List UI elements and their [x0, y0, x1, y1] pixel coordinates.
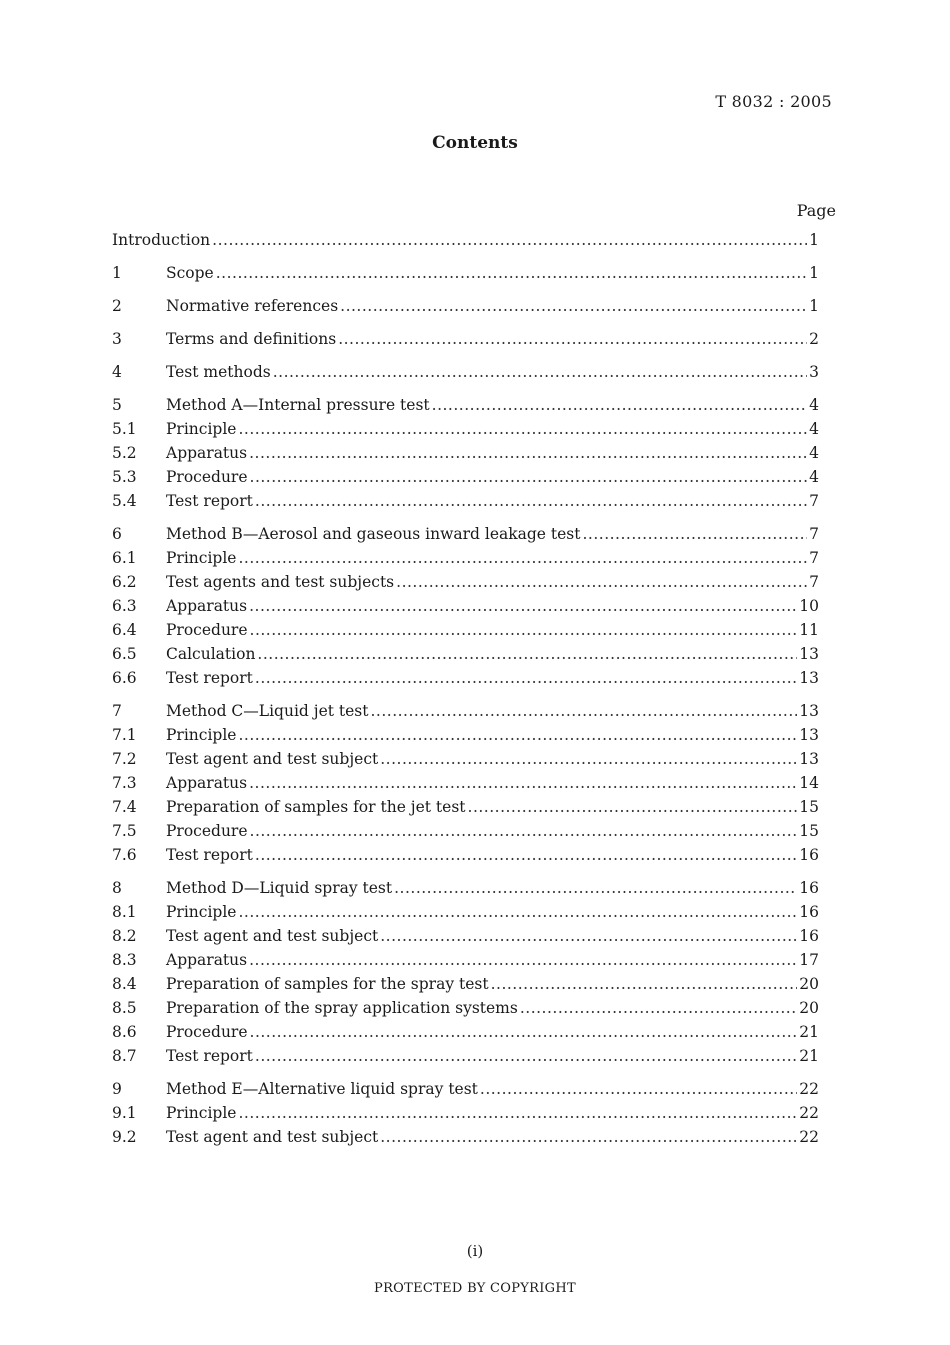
toc-entry-title: Method B—Aerosol and gaseous inward leakage test: [166, 525, 581, 543]
toc-entry-number: 6: [112, 525, 122, 543]
toc-entry-number: 8.6: [112, 1023, 137, 1041]
dot-leader: [255, 669, 797, 687]
toc-entry[interactable]: [112, 1023, 819, 1047]
toc-entry-number: 9.1: [112, 1104, 137, 1122]
toc-entry-title: Apparatus: [166, 951, 248, 969]
toc-entry-title: Test report: [166, 1047, 253, 1065]
toc-entry-title: Principle: [166, 903, 237, 921]
dot-leader: [491, 975, 798, 993]
toc-entry-page: 4: [809, 444, 819, 462]
toc-entry-title: Procedure: [166, 621, 248, 639]
toc-entry-title: Test agent and test subject: [166, 927, 379, 945]
toc-entry-title: Method E—Alternative liquid spray test: [166, 1080, 478, 1098]
toc-entry-title: Test methods: [166, 363, 271, 381]
toc-entry[interactable]: [112, 468, 819, 492]
dot-leader: [273, 363, 807, 381]
toc-entry[interactable]: [112, 822, 819, 846]
toc-entry-number: 8.1: [112, 903, 137, 921]
dot-leader: [249, 951, 797, 969]
toc-entry-title: Principle: [166, 1104, 237, 1122]
toc-entry-page: 20: [799, 975, 819, 993]
toc-entry[interactable]: [112, 297, 819, 321]
dot-leader: [238, 549, 807, 567]
toc-entry-number: 7.4: [112, 798, 137, 816]
toc-entry-page: 13: [799, 750, 819, 768]
toc-entry-title: Normative references: [166, 297, 339, 315]
toc-entry-number: 7.5: [112, 822, 137, 840]
toc-entry-number: 9: [112, 1080, 122, 1098]
dot-leader: [250, 822, 798, 840]
toc-entry-title: Procedure: [166, 822, 248, 840]
dot-leader: [250, 468, 808, 486]
toc-entry-page: 1: [809, 264, 819, 282]
toc-entry-page: 11: [799, 621, 819, 639]
dot-leader: [212, 231, 807, 249]
dot-leader: [394, 879, 797, 897]
toc-entry[interactable]: [112, 363, 819, 387]
toc-entry[interactable]: [112, 621, 819, 645]
toc-entry-page: 15: [799, 798, 819, 816]
page-column-heading: Page: [796, 201, 836, 220]
toc-entry-title: Apparatus: [166, 774, 248, 792]
dot-leader: [249, 597, 797, 615]
toc-entry-page: 16: [799, 846, 819, 864]
dot-leader: [380, 927, 797, 945]
toc-entry[interactable]: [112, 879, 819, 903]
toc-entry-title: Principle: [166, 549, 237, 567]
dot-leader: [250, 621, 798, 639]
toc-entry-page: 13: [799, 645, 819, 663]
dot-leader: [520, 999, 797, 1017]
toc-entry[interactable]: [112, 999, 819, 1023]
toc-entry-page: 21: [799, 1023, 819, 1041]
toc-entry-title: Preparation of the spray application systems: [166, 999, 518, 1017]
toc-entry-number: 7.3: [112, 774, 137, 792]
toc-entry[interactable]: [112, 903, 819, 927]
toc-entry-number: 6.2: [112, 573, 137, 591]
toc-entry-title: Preparation of samples for the jet test: [166, 798, 466, 816]
toc-entry-page: 10: [799, 597, 819, 615]
toc-entry-title: Preparation of samples for the spray test: [166, 975, 489, 993]
toc-entry-number: 9.2: [112, 1128, 137, 1146]
toc-entry-page: 22: [799, 1104, 819, 1122]
dot-leader: [249, 774, 797, 792]
dot-leader: [257, 645, 797, 663]
toc-entry[interactable]: [112, 1104, 819, 1128]
toc-entry-title: Calculation: [166, 645, 256, 663]
toc-entry-title: Test report: [166, 669, 253, 687]
toc-entry[interactable]: [112, 525, 819, 549]
toc-entry-page: 22: [799, 1128, 819, 1146]
toc-entry-number: 8.4: [112, 975, 137, 993]
dot-leader: [338, 330, 807, 348]
toc-entry[interactable]: [112, 927, 819, 951]
toc-entry-title: Principle: [166, 420, 237, 438]
standard-number: T 8032 : 2005: [715, 92, 832, 111]
toc-entry-page: 15: [799, 822, 819, 840]
dot-leader: [396, 573, 807, 591]
toc-entry-page: 4: [809, 396, 819, 414]
copyright-notice: PROTECTED BY COPYRIGHT: [374, 1281, 576, 1296]
dot-leader: [238, 420, 807, 438]
toc-entry-page: 2: [809, 330, 819, 348]
dot-leader: [249, 444, 807, 462]
dot-leader: [216, 264, 807, 282]
toc-entry-number: 7.2: [112, 750, 137, 768]
toc-entry-page: 20: [799, 999, 819, 1017]
toc-entry[interactable]: [112, 1080, 819, 1104]
toc-entry-title: Apparatus: [166, 444, 248, 462]
toc-entry-page: 4: [809, 420, 819, 438]
toc-entry[interactable]: [112, 420, 819, 444]
toc-entry-number: 6.5: [112, 645, 137, 663]
dot-leader: [250, 1023, 798, 1041]
contents-title: Contents: [432, 133, 518, 153]
table-of-contents: [112, 231, 819, 1152]
toc-entry-title: Introduction: [112, 231, 211, 249]
dot-leader: [380, 1128, 797, 1146]
toc-entry-number: 5: [112, 396, 122, 414]
toc-entry[interactable]: [112, 1047, 819, 1071]
toc-entry[interactable]: [112, 669, 819, 693]
toc-entry[interactable]: [112, 444, 819, 468]
toc-entry-page: 13: [799, 726, 819, 744]
toc-entry[interactable]: [112, 396, 819, 420]
toc-entry[interactable]: [112, 1128, 819, 1152]
toc-entry-page: 7: [809, 492, 819, 510]
page-number: (i): [466, 1242, 484, 1260]
toc-entry-number: 6.3: [112, 597, 137, 615]
toc-entry-page: 14: [799, 774, 819, 792]
toc-entry-title: Test report: [166, 846, 253, 864]
toc-entry-title: Method C—Liquid jet test: [166, 702, 369, 720]
toc-entry[interactable]: [112, 798, 819, 822]
toc-entry[interactable]: [112, 774, 819, 798]
dot-leader: [432, 396, 807, 414]
dot-leader: [255, 1047, 797, 1065]
dot-leader: [255, 492, 807, 510]
toc-entry-number: 5.3: [112, 468, 137, 486]
dot-leader: [238, 1104, 797, 1122]
toc-entry[interactable]: [112, 231, 819, 255]
toc-entry-page: 13: [799, 702, 819, 720]
toc-entry-title: Terms and definitions: [166, 330, 337, 348]
toc-entry-number: 7.1: [112, 726, 137, 744]
toc-entry-page: 7: [809, 549, 819, 567]
toc-entry-number: 8.2: [112, 927, 137, 945]
dot-leader: [582, 525, 807, 543]
toc-entry[interactable]: [112, 975, 819, 999]
toc-entry-page: 16: [799, 879, 819, 897]
dot-leader: [480, 1080, 797, 1098]
toc-entry-page: 1: [809, 297, 819, 315]
toc-entry[interactable]: [112, 645, 819, 669]
toc-entry[interactable]: [112, 951, 819, 975]
toc-entry-number: 3: [112, 330, 122, 348]
toc-entry-title: Method A—Internal pressure test: [166, 396, 430, 414]
toc-entry-page: 1: [809, 231, 819, 249]
dot-leader: [380, 750, 797, 768]
toc-entry-number: 8: [112, 879, 122, 897]
toc-entry-page: 7: [809, 525, 819, 543]
toc-entry-page: 3: [809, 363, 819, 381]
toc-entry-number: 4: [112, 363, 122, 381]
toc-entry-number: 5.4: [112, 492, 137, 510]
toc-entry-number: 5.2: [112, 444, 137, 462]
toc-entry-number: 6.4: [112, 621, 137, 639]
toc-entry-number: 1: [112, 264, 122, 282]
toc-entry[interactable]: [112, 702, 819, 726]
toc-entry[interactable]: [112, 597, 819, 621]
dot-leader: [370, 702, 797, 720]
toc-entry-title: Test agent and test subject: [166, 1128, 379, 1146]
toc-entry[interactable]: [112, 846, 819, 870]
dot-leader: [468, 798, 798, 816]
toc-entry-page: 22: [799, 1080, 819, 1098]
toc-entry[interactable]: [112, 750, 819, 774]
toc-entry-page: 7: [809, 573, 819, 591]
toc-entry[interactable]: [112, 549, 819, 573]
toc-entry-number: 7: [112, 702, 122, 720]
toc-entry-number: 7.6: [112, 846, 137, 864]
toc-entry-number: 8.5: [112, 999, 137, 1017]
toc-entry-page: 4: [809, 468, 819, 486]
toc-entry[interactable]: [112, 573, 819, 597]
toc-entry-number: 2: [112, 297, 122, 315]
toc-entry-title: Method D—Liquid spray test: [166, 879, 393, 897]
dot-leader: [340, 297, 807, 315]
toc-entry-title: Test report: [166, 492, 253, 510]
toc-entry-number: 8.3: [112, 951, 137, 969]
dot-leader: [255, 846, 797, 864]
toc-entry[interactable]: [112, 264, 819, 288]
toc-entry-number: 6.1: [112, 549, 137, 567]
toc-entry-title: Test agent and test subject: [166, 750, 379, 768]
toc-entry-page: 13: [799, 669, 819, 687]
toc-entry-page: 17: [799, 951, 819, 969]
toc-entry-title: Procedure: [166, 1023, 248, 1041]
toc-entry-title: Apparatus: [166, 597, 248, 615]
toc-entry-page: 21: [799, 1047, 819, 1065]
toc-entry-number: 6.6: [112, 669, 137, 687]
toc-entry-number: 5.1: [112, 420, 137, 438]
toc-entry-number: 8.7: [112, 1047, 137, 1065]
toc-entry-title: Scope: [166, 264, 214, 282]
dot-leader: [238, 903, 797, 921]
toc-entry-title: Principle: [166, 726, 237, 744]
toc-entry-page: 16: [799, 903, 819, 921]
toc-entry-title: Procedure: [166, 468, 248, 486]
toc-entry-page: 16: [799, 927, 819, 945]
toc-entry[interactable]: [112, 726, 819, 750]
dot-leader: [238, 726, 797, 744]
toc-entry-title: Test agents and test subjects: [166, 573, 395, 591]
toc-entry[interactable]: [112, 492, 819, 516]
toc-entry[interactable]: [112, 330, 819, 354]
